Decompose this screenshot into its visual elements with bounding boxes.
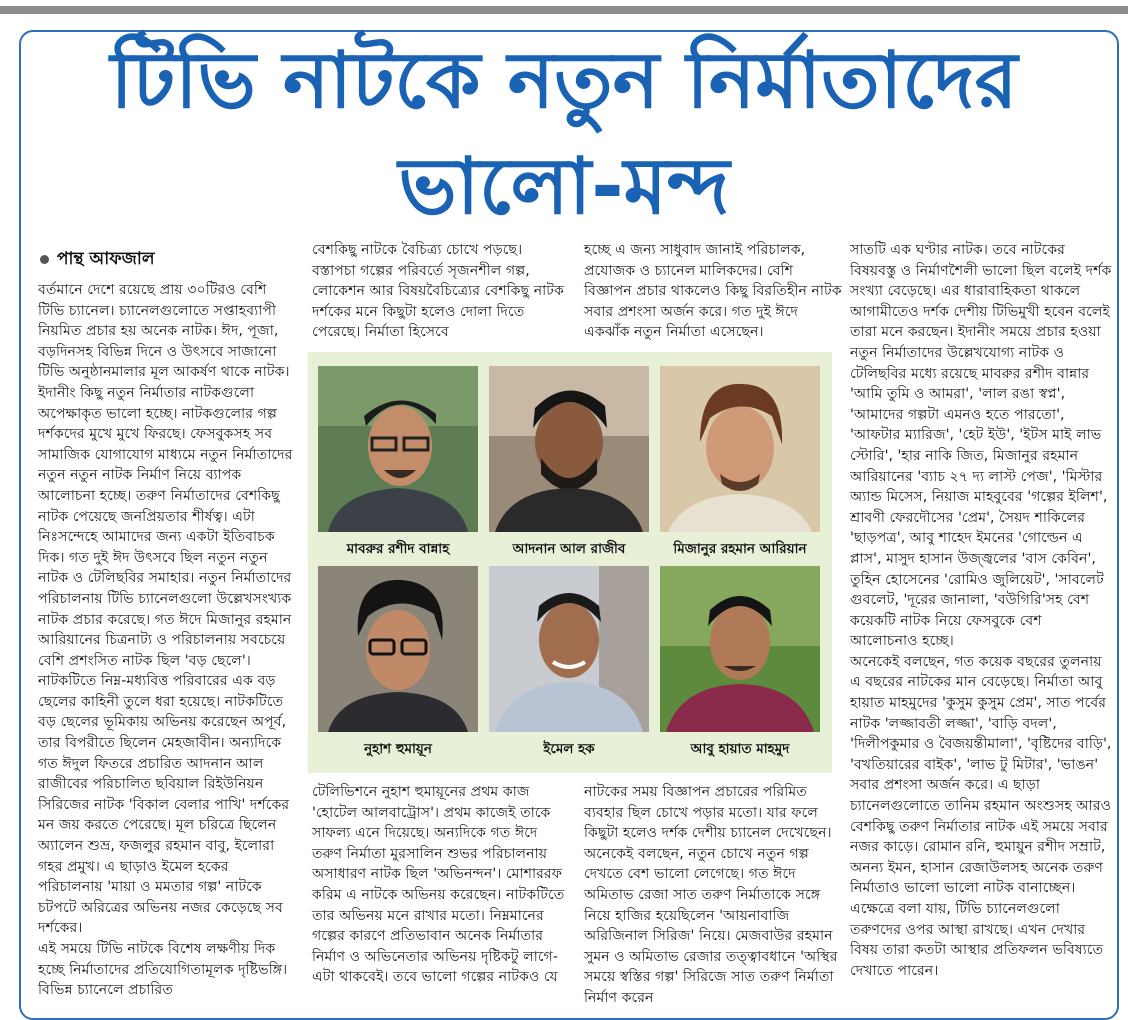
portrait-photo-1: [318, 366, 478, 532]
photo-caption: আবু হায়াত মাহমুদ: [690, 741, 790, 757]
paragraph: টেলিভিশনে নুহাশ হুমায়ূনের প্রথম কাজ 'হোটেল আলবাট্রোস'। প্রথম কাজেই তাকে সাফল্য এনে দিয়েছে। অন্যদিকে গত ঈদে তরুণ নির্মাতা মুরসালিন শুভর পরিচালনায় অসাধারণ নাটক ছিল 'অভিনন্দন'। মোশাররফ করিম এ নাটকে অভিনয় করেছেন। নাটকটিতে তার অভিনয় মনে রাখার মতো। নিম্নমানের গল্পের কারণে প্রতিভাবান অনেক নির্মাতার নির্মাণ ও অভিনেতার অভিনয় দৃষ্টিকটু লাগে-এটা থাকবেই। তবে ভালো গল্পের নাটকও যে: [312, 784, 565, 986]
article-column-2-bottom: [312, 782, 570, 988]
portrait-photo-6: [660, 566, 820, 732]
article-column-2-top: [312, 240, 567, 343]
paragraph: এই সময়ে টিভি নাটকে বিশেষ লক্ষণীয় দিক হচ্ছে নির্মাতাদের প্রতিযোগিতামূলক দৃষ্টিভঙ্গি। বিভিন্ন চ্যানেলে প্রচারিত: [38, 941, 288, 999]
article-column-4: [850, 240, 1112, 981]
article-column-3-top: [584, 240, 842, 343]
photo-caption: মাবরুর রশীদ বান্নাহ: [346, 541, 450, 557]
photo-caption: ইমেল হক: [543, 741, 595, 757]
photo-caption: নুহাশ হুমায়ূন: [364, 741, 432, 757]
paragraph: হচ্ছে এ জন্য সাধুবাদ জানাই পরিচালক, প্রযোজক ও চ্যানেল মালিকদের। বেশি বিজ্ঞাপন প্রচার থাকলেও কিছু বিরতিহীন নাটক সবার প্রশংসা অর্জন করে। গত দুই ঈদে একঝাঁক নতুন নির্মাতা এসেছেন।: [584, 242, 842, 341]
paragraph: বেশকিছু নাটকে বৈচিত্র্য চোখে পড়ছে। বস্তাপচা গল্পের পরিবর্তে সৃজনশীল গল্প, লোকেশন আর বিষয়বৈচিত্র্যের বেশকিছু নাটক দর্শকের মনে কিছুটা হলেও দোলা দিতে পেরেছে। নির্মাতা হিসেবে: [312, 242, 564, 341]
portrait-photo-5: [489, 566, 649, 732]
paragraph: সাতটি এক ঘণ্টার নাটক। তবে নাটকের বিষয়বস্তু ও নির্মাণশৈলী ভালো ছিল বলেই দর্শক সংখ্যা বেড়েছে। এর ধারাবাহিকতা থাকলে আগামীতেও দর্শক দেশীয় টিভিমুখী হবেন বলেই তারা মনে করছেন। ইদানীং সময়ে প্রচার হওয়া নতুন নির্মাতাদের উল্লেখযোগ্য নাটক ও টেলিছবির মধ্যে রয়েছে মাবরুর রশীদ বান্নার 'আমি তুমি ও আমরা', 'লাল রঙা স্বপ্ন', 'আমাদের গল্পটা এমনও হতে পারতো', 'আফটার ম্যারিজ', 'হেট ইউ', 'ইটস মাই লাভ স্টোরি', 'হার নাকি জিত, মিজানুর রহমান আরিয়ানের 'ব্যাচ ২৭ দ্য লাস্ট পেজ', 'মিস্টার অ্যান্ড মিসেস, নিয়াজ মাহবুবের 'গল্পের ইলিশ', শ্রাবণী ফেরদৌসের 'প্রেম', সৈয়দ শাকিলের 'ছাড়পত্র', আবু শাহেদ ইমনের 'গোল্ডেন এ প্লাস', মাসুদ হাসান উজ্জ্বলের 'বাস কেবিন', তুহিন হোসেনের 'রোমিও জুলিয়েট', 'সাবলেট গুবলেট, 'দূরের জানালা, 'বউগিরি'সহ বেশ কয়েকটি নাটক নিয়ে ফেসবুকে বেশ আলোচনাও হচ্ছে।: [850, 242, 1112, 650]
byline: [40, 246, 154, 274]
headline-line-1: টিভি নাটকে নতুন নির্মাতাদের: [110, 36, 1018, 126]
top-rule: [0, 6, 1128, 14]
photo-grid: [308, 352, 832, 773]
photo-caption: আদনান আল রাজীব: [512, 541, 626, 557]
portrait-photo-2: [489, 366, 649, 532]
paragraph: নাটকের সময় বিজ্ঞাপন প্রচারের পরিমিত ব্যবহার ছিল চোখে পড়ার মতো। যার ফলে কিছুটা হলেও দর্শক দেশীয় চ্যানেল দেখেছেন। অনেকেই বলছেন, নতুন চোখে নতুন গল্প দেখতে বেশ ভালো লেগেছে। গত ঈদে অমিতাভ রেজা সাত তরুণ নির্মাতাকে সঙ্গে নিয়ে হাজির হয়েছিলেন 'আয়নাবাজি অরিজিনাল সিরিজ' নিয়ে। মেজবাউর রহমান সুমন ও অমিতাভ রেজার তত্ত্বাবধানে 'অস্থির সময়ে স্বস্তির গল্প' সিরিজে সাত তরুণ নির্মাতা নির্মাণ করেন: [584, 784, 838, 1006]
article-column-3-bottom: [584, 782, 842, 1009]
portrait-photo-4: [318, 566, 478, 732]
photo-caption: মিজানুর রহমান আরিয়ান: [673, 541, 807, 557]
author-name: পান্থ আফজাল: [57, 249, 155, 269]
article-column-1: [38, 280, 293, 1001]
portrait-photo-3: [660, 366, 820, 532]
paragraph: বর্তমানে দেশে রয়েছে প্রায় ৩০টিরও বেশি টিভি চ্যানেল। চ্যানেলগুলোতে সপ্তাহব্যাপী নিয়মিত প্রচার হয় অনেক নাটক। ঈদ, পূজা, বড়দিনসহ বিভিন্ন দিনে ও উৎসবে সাজানো টিভি অনুষ্ঠানমালার মূল আকর্ষণ থাকে নাটক। ইদানীং কিছু নতুন নির্মাতার নাটকগুলো অপেক্ষাকৃত ভালো হচ্ছে। নাটকগুলোর গল্প দর্শকদের মুখে মুখে ফিরছে। ফেসবুকসহ সব সামাজিক যোগাযোগ মাধ্যমে নতুন নির্মাতাদের নতুন নতুন নাটক নির্মাণ নিয়ে ব্যাপক আলোচনা হচ্ছে। তরুণ নির্মাতাদের বেশকিছু নাটক পেয়েছে জনপ্রিয়তার শীর্ষত্ব। এটা নিঃসন্দেহে আমাদের জন্য একটা ইতিবাচক দিক। গত দুই ঈদ উৎসবে ছিল নতুন নতুন নাটক ও টেলিছবির সমাহার। নতুন নির্মাতাদের পরিচালনায় টিভি চ্যানেলগুলো উল্লেখসংখ্যক নাটক প্রচার করেছে। গত ঈদে মিজানুর রহমান আরিয়ানের চিত্রনাট্য ও পরিচালনায় সবচেয়ে বেশি প্রশংসিত নাটক ছিল 'বড় ছেলে'। নাটকটিতে নিম্ন-মধ্যবিত্ত পরিবারের এক বড় ছেলের কাহিনী তুলে ধরা হয়েছে। নাটকটিতে বড় ছেলের ভূমিকায় অভিনয় করেছেন অপূর্ব, তার বিপরীতে ছিলেন মেহজাবীন। অন্যদিকে গত ঈদুল ফিতরে প্রচারিত আদনান আল রাজীবের পরিচালিত ছবিয়াল রিইউনিয়ন সিরিজের নাটক 'বিকাল বেলার পাখি' দর্শকের মন জয় করতে পেরেছে। মূল চরিত্রে ছিলেন অ্যালেন শুভ্র, ফজলুর রহমান বাবু, ইলোরা গহর প্রমুখ। এ ছাড়াও ইমেল হকের পরিচালনায় 'মায়া ও মমতার গল্প' নাটকে চটপটে অরিত্রের অভিনয় নজর কেড়েছে সব দর্শকের।: [38, 282, 293, 937]
bullet-icon: [40, 255, 49, 264]
headline-line-2: ভালো-মন্দ: [398, 142, 730, 232]
paragraph: অনেকেই বলছেন, গত কয়েক বছরের তুলনায় এ বছরের নাটকের মান বেড়েছে। নির্মাতা আবু হায়াত মাহমুদের 'কুসুম কুসুম প্রেম', সাত পর্বের নাটক 'লজ্জাবতী লজ্জা', 'বাড়ি বদল', 'দিলীপকুমার ও বৈজয়ন্তীমালা', 'বৃষ্টিদের বাড়ি', 'বখতিয়ারের বাইক', 'লাভ টু মিটার', 'ভাঙন' সবার প্রশংসা অর্জন করে। এ ছাড়া চ্যানেলগুলোতে তানিম রহমান অংশুসহ আরও বেশকিছু তরুণ নির্মাতার নাটক এই সময়ে সবার নজর কাড়ে। রোমান রনি, হুমায়ুন রশীদ সম্রাট, অনন্য ইমন, হাসান রেজাউলসহ অনেক তরুণ নির্মাতাও ভালো ভালো নাটক বানাচ্ছেন। এক্ষেত্রে বলা যায়, টিভি চ্যানেলগুলো তরুণদের ওপর আস্থা রাখছে। এখন দেখার বিষয় তারা কতটা আস্থার প্রতিফলন ভবিষ্যতে দেখাতে পারেন।: [850, 653, 1112, 979]
